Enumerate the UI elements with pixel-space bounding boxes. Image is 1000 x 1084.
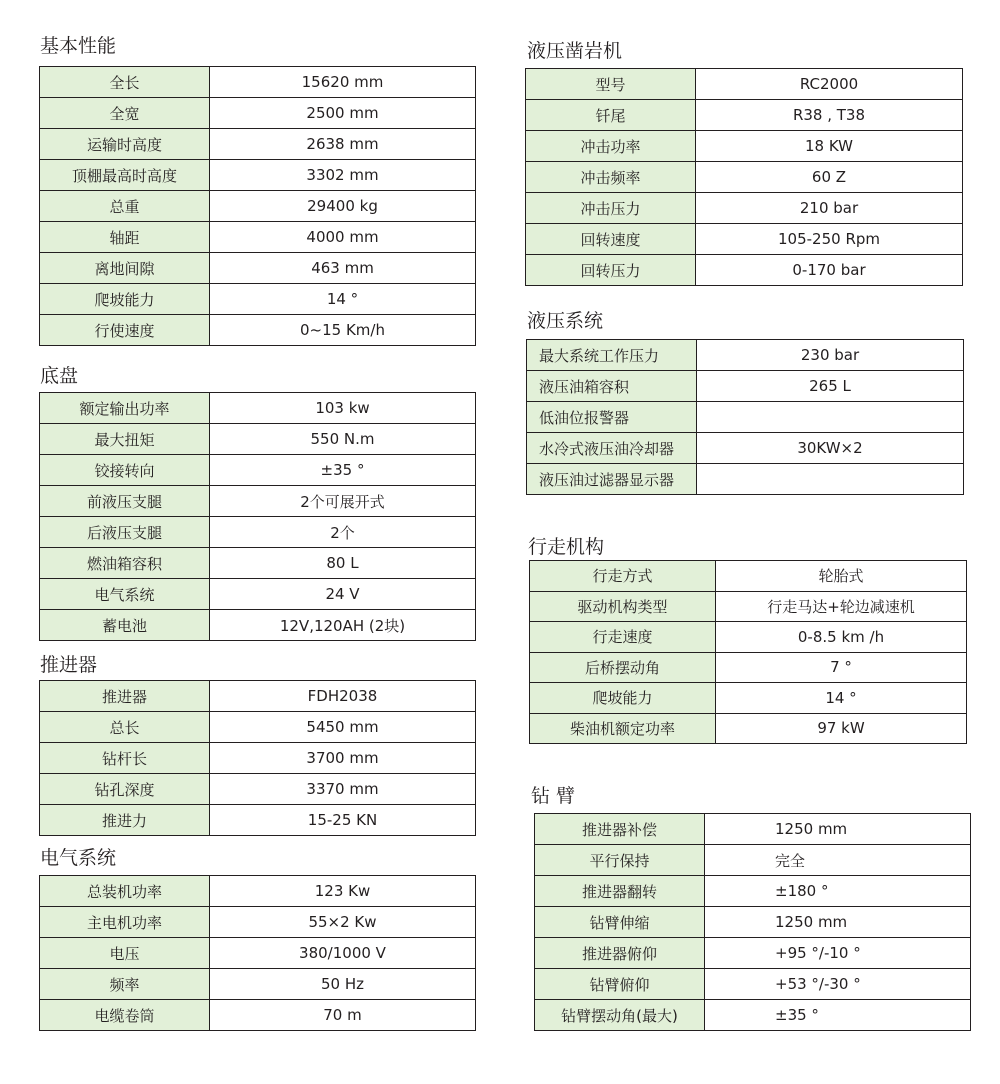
spec-value: 3370 mm bbox=[210, 774, 476, 805]
table-row bbox=[527, 433, 964, 464]
spec-label: 全长 bbox=[40, 67, 210, 98]
spec-table-chassis bbox=[39, 392, 476, 641]
spec-label: 全宽 bbox=[40, 98, 210, 129]
table-row bbox=[527, 402, 964, 433]
spec-label: 回转压力 bbox=[526, 255, 696, 286]
table-row bbox=[40, 284, 476, 315]
spec-label: 爬坡能力 bbox=[530, 683, 716, 714]
spec-value: 550 N.m bbox=[210, 424, 476, 455]
spec-value: 105-250 Rpm bbox=[696, 224, 963, 255]
spec-value: 70 m bbox=[210, 1000, 476, 1031]
table-row bbox=[40, 1000, 476, 1031]
spec-label: 电气系统 bbox=[40, 579, 210, 610]
spec-label: 离地间隙 bbox=[40, 253, 210, 284]
spec-value: 2个可展开式 bbox=[210, 486, 476, 517]
spec-value bbox=[697, 464, 964, 495]
spec-label: 钻臂俯仰 bbox=[535, 969, 705, 1000]
table-row bbox=[40, 876, 476, 907]
table-row bbox=[526, 69, 963, 100]
spec-label: 总长 bbox=[40, 712, 210, 743]
spec-value: 15620 mm bbox=[210, 67, 476, 98]
spec-label: 冲击频率 bbox=[526, 162, 696, 193]
spec-label: 频率 bbox=[40, 969, 210, 1000]
table-row bbox=[40, 486, 476, 517]
table-row bbox=[40, 938, 476, 969]
spec-value: 3302 mm bbox=[210, 160, 476, 191]
spec-label: 冲击压力 bbox=[526, 193, 696, 224]
spec-value: 完全 bbox=[705, 845, 971, 876]
spec-table-hydraulic bbox=[526, 339, 964, 495]
spec-label: 型号 bbox=[526, 69, 696, 100]
spec-value bbox=[697, 402, 964, 433]
spec-label: 爬坡能力 bbox=[40, 284, 210, 315]
spec-label: 最大扭矩 bbox=[40, 424, 210, 455]
spec-label: 低油位报警器 bbox=[527, 402, 697, 433]
table-row bbox=[40, 548, 476, 579]
spec-value: 60 Z bbox=[696, 162, 963, 193]
spec-value: 1250 mm bbox=[705, 907, 971, 938]
spec-value: 0~15 Km/h bbox=[210, 315, 476, 346]
spec-value: 50 Hz bbox=[210, 969, 476, 1000]
table-row bbox=[527, 340, 964, 371]
table-row bbox=[40, 712, 476, 743]
section-title-hydraulic: 液压系统 bbox=[527, 310, 604, 332]
section-title-travel: 行走机构 bbox=[528, 536, 605, 558]
table-row bbox=[40, 579, 476, 610]
table-row bbox=[530, 713, 967, 744]
spec-value: ±35 ° bbox=[210, 455, 476, 486]
spec-label: 电压 bbox=[40, 938, 210, 969]
spec-value: FDH2038 bbox=[210, 681, 476, 712]
spec-value: 4000 mm bbox=[210, 222, 476, 253]
table-row bbox=[40, 424, 476, 455]
table-row bbox=[40, 969, 476, 1000]
table-row bbox=[40, 98, 476, 129]
spec-value: 230 bar bbox=[697, 340, 964, 371]
spec-label: 总重 bbox=[40, 191, 210, 222]
table-row bbox=[530, 652, 967, 683]
spec-value: ±180 ° bbox=[705, 876, 971, 907]
table-row bbox=[526, 162, 963, 193]
table-row bbox=[40, 315, 476, 346]
spec-label: 行走方式 bbox=[530, 561, 716, 592]
spec-value: 210 bar bbox=[696, 193, 963, 224]
table-row bbox=[535, 969, 971, 1000]
spec-label: 钻杆长 bbox=[40, 743, 210, 774]
spec-value: 14 ° bbox=[210, 284, 476, 315]
spec-value: 14 ° bbox=[716, 683, 967, 714]
spec-value: 轮胎式 bbox=[716, 561, 967, 592]
spec-value: 5450 mm bbox=[210, 712, 476, 743]
table-row bbox=[526, 100, 963, 131]
spec-value: 12V,120AH (2块) bbox=[210, 610, 476, 641]
spec-value: 2638 mm bbox=[210, 129, 476, 160]
table-row bbox=[535, 814, 971, 845]
spec-value: 80 L bbox=[210, 548, 476, 579]
table-row bbox=[40, 222, 476, 253]
table-row bbox=[535, 1000, 971, 1031]
spec-label: 后液压支腿 bbox=[40, 517, 210, 548]
spec-value: 0-170 bar bbox=[696, 255, 963, 286]
spec-value: 29400 kg bbox=[210, 191, 476, 222]
spec-table-travel bbox=[529, 560, 967, 744]
table-row bbox=[40, 455, 476, 486]
spec-label: 电缆卷筒 bbox=[40, 1000, 210, 1031]
spec-value: +53 °/-30 ° bbox=[705, 969, 971, 1000]
spec-value: 103 kw bbox=[210, 393, 476, 424]
table-row bbox=[526, 224, 963, 255]
table-row bbox=[527, 464, 964, 495]
section-title-feeder: 推进器 bbox=[40, 654, 98, 676]
spec-label: 钎尾 bbox=[526, 100, 696, 131]
spec-label: 额定输出功率 bbox=[40, 393, 210, 424]
spec-label: 蓄电池 bbox=[40, 610, 210, 641]
table-row bbox=[526, 193, 963, 224]
spec-label: 行走速度 bbox=[530, 622, 716, 653]
spec-label: 顶棚最高时高度 bbox=[40, 160, 210, 191]
table-row bbox=[535, 845, 971, 876]
spec-label: 液压油箱容积 bbox=[527, 371, 697, 402]
section-title-chassis: 底盘 bbox=[40, 365, 79, 387]
spec-label: 钻孔深度 bbox=[40, 774, 210, 805]
spec-table-rock-drill bbox=[525, 68, 963, 286]
spec-label: 柴油机额定功率 bbox=[530, 713, 716, 744]
spec-value: 行走马达+轮边减速机 bbox=[716, 591, 967, 622]
spec-value: 55×2 Kw bbox=[210, 907, 476, 938]
spec-label: 行使速度 bbox=[40, 315, 210, 346]
spec-value: R38 , T38 bbox=[696, 100, 963, 131]
section-title-boom: 钻 臂 bbox=[531, 785, 576, 807]
spec-label: 推进器俯仰 bbox=[535, 938, 705, 969]
spec-label: 燃油箱容积 bbox=[40, 548, 210, 579]
table-row bbox=[40, 517, 476, 548]
spec-value: 265 L bbox=[697, 371, 964, 402]
table-row bbox=[40, 907, 476, 938]
spec-value: RC2000 bbox=[696, 69, 963, 100]
spec-label: 冲击功率 bbox=[526, 131, 696, 162]
spec-label: 推进器 bbox=[40, 681, 210, 712]
table-row bbox=[40, 129, 476, 160]
spec-value: 123 Kw bbox=[210, 876, 476, 907]
spec-value: 0-8.5 km /h bbox=[716, 622, 967, 653]
table-row bbox=[535, 876, 971, 907]
spec-label: 回转速度 bbox=[526, 224, 696, 255]
table-row bbox=[40, 681, 476, 712]
section-title-electrical: 电气系统 bbox=[40, 847, 117, 869]
spec-label: 运输时高度 bbox=[40, 129, 210, 160]
spec-label: 驱动机构类型 bbox=[530, 591, 716, 622]
spec-label: 主电机功率 bbox=[40, 907, 210, 938]
spec-value: 24 V bbox=[210, 579, 476, 610]
spec-value: +95 °/-10 ° bbox=[705, 938, 971, 969]
spec-label: 钻臂伸缩 bbox=[535, 907, 705, 938]
table-row bbox=[40, 743, 476, 774]
spec-value: 30KW×2 bbox=[697, 433, 964, 464]
table-row bbox=[535, 938, 971, 969]
spec-label: 总装机功率 bbox=[40, 876, 210, 907]
table-row bbox=[530, 683, 967, 714]
table-row bbox=[40, 191, 476, 222]
table-row bbox=[527, 371, 964, 402]
section-title-basic: 基本性能 bbox=[40, 35, 117, 57]
spec-label: 推进力 bbox=[40, 805, 210, 836]
spec-table-feeder bbox=[39, 680, 476, 836]
table-row bbox=[530, 622, 967, 653]
spec-value: 2500 mm bbox=[210, 98, 476, 129]
spec-value: 380/1000 V bbox=[210, 938, 476, 969]
spec-value: 7 ° bbox=[716, 652, 967, 683]
spec-label: 液压油过滤器显示器 bbox=[527, 464, 697, 495]
table-row bbox=[40, 805, 476, 836]
section-title-rock-drill: 液压凿岩机 bbox=[527, 40, 623, 62]
spec-label: 轴距 bbox=[40, 222, 210, 253]
spec-label: 钻臂摆动角(最大) bbox=[535, 1000, 705, 1031]
spec-value: ±35 ° bbox=[705, 1000, 971, 1031]
spec-label: 最大系统工作压力 bbox=[527, 340, 697, 371]
spec-table-electrical bbox=[39, 875, 476, 1031]
table-row bbox=[535, 907, 971, 938]
table-row bbox=[40, 610, 476, 641]
spec-value: 1250 mm bbox=[705, 814, 971, 845]
spec-value: 15-25 KN bbox=[210, 805, 476, 836]
table-row bbox=[530, 561, 967, 592]
spec-value: 3700 mm bbox=[210, 743, 476, 774]
table-row bbox=[40, 67, 476, 98]
spec-value: 97 kW bbox=[716, 713, 967, 744]
table-row bbox=[530, 591, 967, 622]
table-row bbox=[40, 774, 476, 805]
spec-label: 后桥摆动角 bbox=[530, 652, 716, 683]
spec-table-basic bbox=[39, 66, 476, 346]
spec-label: 水冷式液压油冷却器 bbox=[527, 433, 697, 464]
spec-table-boom bbox=[534, 813, 971, 1031]
spec-label: 前液压支腿 bbox=[40, 486, 210, 517]
spec-label: 推进器翻转 bbox=[535, 876, 705, 907]
spec-label: 平行保持 bbox=[535, 845, 705, 876]
table-row bbox=[526, 255, 963, 286]
spec-label: 铰接转向 bbox=[40, 455, 210, 486]
spec-value: 2个 bbox=[210, 517, 476, 548]
table-row bbox=[526, 131, 963, 162]
table-row bbox=[40, 253, 476, 284]
table-row bbox=[40, 393, 476, 424]
table-row bbox=[40, 160, 476, 191]
spec-label: 推进器补偿 bbox=[535, 814, 705, 845]
spec-value: 18 KW bbox=[696, 131, 963, 162]
spec-value: 463 mm bbox=[210, 253, 476, 284]
